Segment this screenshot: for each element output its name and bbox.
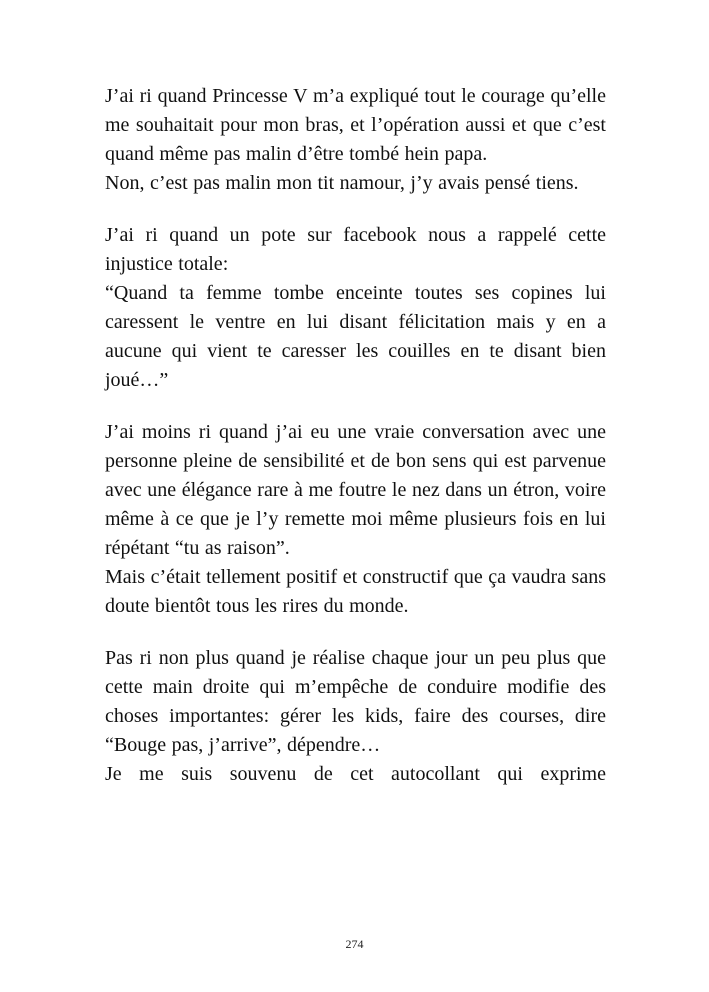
paragraph: J’ai moins ri quand j’ai eu une vraie conversation avec une personne pleine de sensibilité et de bon sens qui est parvenue avec une élégance rare à me foutre le nez dans un étron, voire même à ce que je l’y remette moi même plusieurs fois en lui répétant “tu as raison”.: [105, 421, 606, 559]
text-block-1: [105, 82, 606, 198]
paragraph: “Quand ta femme tombe enceinte toutes ses copines lui caressent le ventre en lui disant félicitation mais y en a aucune qui vient te caresser les couilles en te disant bien joué…”: [105, 282, 606, 391]
text-block-3: [105, 418, 606, 621]
text-block-4: [105, 644, 606, 789]
paragraph: Non, c’est pas malin mon tit namour, j’y avais pensé tiens.: [105, 172, 579, 194]
paragraph: J’ai ri quand un pote sur facebook nous a rappelé cette injustice totale:: [105, 224, 606, 275]
page-number: 274: [345, 937, 364, 951]
paragraph: Mais c’était tellement positif et constructif que ça vaudra sans doute bientôt tous les rires du monde.: [105, 566, 606, 617]
text-block-2: [105, 221, 606, 395]
paragraph: J’ai ri quand Princesse V m’a expliqué tout le courage qu’elle me souhaitait pour mon bras, et l’opération aussi et que c’est quand même pas malin d’être tombé hein papa.: [105, 85, 606, 165]
paragraph: Pas ri non plus quand je réalise chaque jour un peu plus que cette main droite qui m’empêche de conduire modifie des choses importantes: gérer les kids, faire des courses, dire “Bouge pas, j’arrive”, dépendre…: [105, 647, 606, 756]
paragraph-continued: Je me suis souvenu de cet autocollant qui exprime: [105, 763, 606, 785]
book-page-text: [105, 82, 606, 789]
